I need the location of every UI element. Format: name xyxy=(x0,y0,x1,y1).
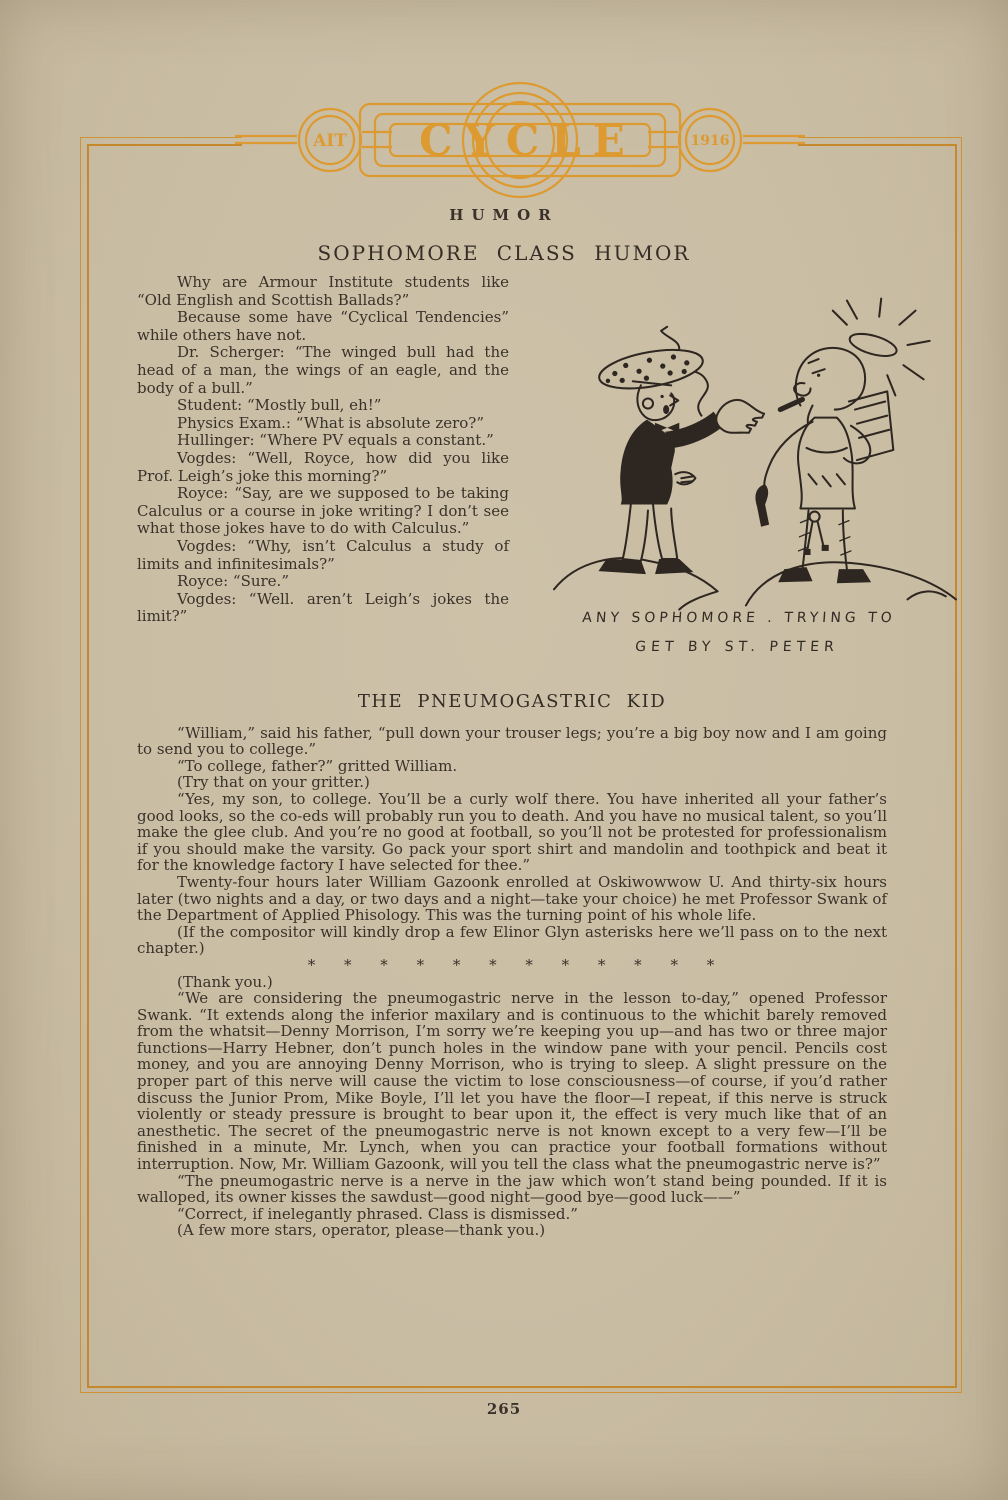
joke-paragraph: Vogdes: “Why, isn’t Calculus a study of limits and infinitesimals?” xyxy=(137,536,509,573)
joke-paragraph: Physics Exam.: “What is absolute zero?” xyxy=(177,413,485,432)
joke-column xyxy=(137,274,509,626)
cycle-masthead-ornament xyxy=(235,80,805,200)
story-paragraph: “Correct, if inelegantly phrased. Class is dismissed.” xyxy=(177,1204,578,1223)
cartoon-caption xyxy=(546,610,929,655)
cartoon-caption-line2: GET BY ST. PETER xyxy=(634,639,840,655)
story-paragraph: “The pneumogastric nerve is a nerve in the jaw which won’t stand being pounded. If it is walloped, its owner kisses the sawdust—good night—good bye—good luck——” xyxy=(137,1171,887,1207)
st-peter-cartoon xyxy=(548,296,962,612)
joke-paragraph: Royce: “Sure.” xyxy=(177,572,289,591)
story-paragraph: Twenty-four hours later William Gazoonk enrolled at Oskiwowwow U. And thirty-six hours later (two nights and a day, or two days and a night—take your choice) he met Professor Swank of the Department of Applied Phisology. This was the turning point of his whole life. xyxy=(137,872,887,925)
joke-paragraph: Why are Armour Institute students like “Old English and Scottish Ballads?” xyxy=(137,273,509,309)
halo-icon xyxy=(833,298,930,395)
joke-paragraph: Hullinger: “Where PV equals a constant.” xyxy=(177,431,494,450)
masthead-year: 1916 xyxy=(690,133,730,149)
asterisk-divider: * * * * * * * * * * * * xyxy=(307,955,717,974)
story-heading: THE PNEUMOGASTRIC KID xyxy=(357,691,667,712)
story-paragraph: “We are considering the pneumogastric nerve in the lesson to-day,” opened Professor Swank. “It extends along the inferior maxilary and is continuous to the whichit barely removed from the whatsit—Denny Morrison, I’m sorry we’re keeping you up—and has two or three major functions—Harry Hebner, don’t punch holes in the window pane with your pencil. Pencils cost money, and you are annoying Denny Morrison, who is trying to sleep. A slight pressure on the proper part of this nerve will cause the victim to lose consciousness—of course, if you’d rather discuss the Junior Prom, Mike Boyle, I’ll let you have the floor—I repeat, if this nerve is struck violently or steady pressure is brought to bear upon it, the effect is very much like that of an anesthetic. The secret of the pneumogastric nerve is not known except to a very few—I’ll be finished in a minute, Mr. Lynch, when you can practice your football formations without interruption. Now, Mr. William Gazoonk, will you tell the class what the pneumogastric nerve is?” xyxy=(137,989,887,1174)
section-label: HUMOR xyxy=(449,206,559,224)
story-section xyxy=(137,691,887,1240)
joke-paragraph: Royce: “Say, are we supposed to be taking Calculus or a course in joke writing? I don’t see what those jokes have to do with Calculus.” xyxy=(137,484,509,538)
masthead-monogram: AIT xyxy=(313,131,347,151)
cartoon-st-peter-figure xyxy=(755,298,929,583)
story-paragraph: (Thank you.) xyxy=(177,972,273,991)
joke-paragraph: Vogdes: “Well. aren’t Leigh’s jokes the limit?” xyxy=(137,589,509,626)
cartoon-sophomore-figure xyxy=(596,343,764,574)
page-number: 265 xyxy=(486,1400,522,1418)
story-paragraph: (If the compositor will kindly drop a few Elinor Glyn asterisks here we’ll pass on to the next chapter.) xyxy=(137,922,887,958)
story-paragraph: (Try that on your gritter.) xyxy=(177,773,370,792)
joke-paragraph: Student: “Mostly bull, eh!” xyxy=(177,396,382,415)
page-title: SOPHOMORE CLASS HUMOR xyxy=(317,241,691,265)
story-paragraph: “Yes, my son, to college. You’ll be a curly wolf there. You have inherited all your father’s good looks, so the co-eds will probably run you to death. And you have no musical talent, so you’ll make the glee club. And you’re no good at football, so you’ll not be protested for professionalism if you should make the varsity. Go pack your sport shirt and mandolin and toothpick and beat it for the knowledge factory I have selected for thee.” xyxy=(137,789,887,875)
story-paragraph: “William,” said his father, “pull down your trouser legs; you’re a big boy now and I am going to send you to college.” xyxy=(137,723,887,759)
story-paragraph: “To college, father?” gritted William. xyxy=(177,756,458,775)
story-paragraph: (A few more stars, operator, please—thank you.) xyxy=(177,1221,546,1240)
joke-paragraph: Vogdes: “Well, Royce, how did you like Prof. Leigh’s joke this morning?” xyxy=(137,448,509,485)
masthead-title: CYCLE xyxy=(419,116,637,165)
cartoon-caption-line1: ANY SOPHOMORE . TRYING TO xyxy=(581,610,897,626)
joke-paragraph: Because some have “Cyclical Tendencies” while others have not. xyxy=(137,308,509,344)
joke-paragraph: Dr. Scherger: “The winged bull had the head of a man, the wings of an eagle, and the body of a bull.” xyxy=(137,343,509,397)
